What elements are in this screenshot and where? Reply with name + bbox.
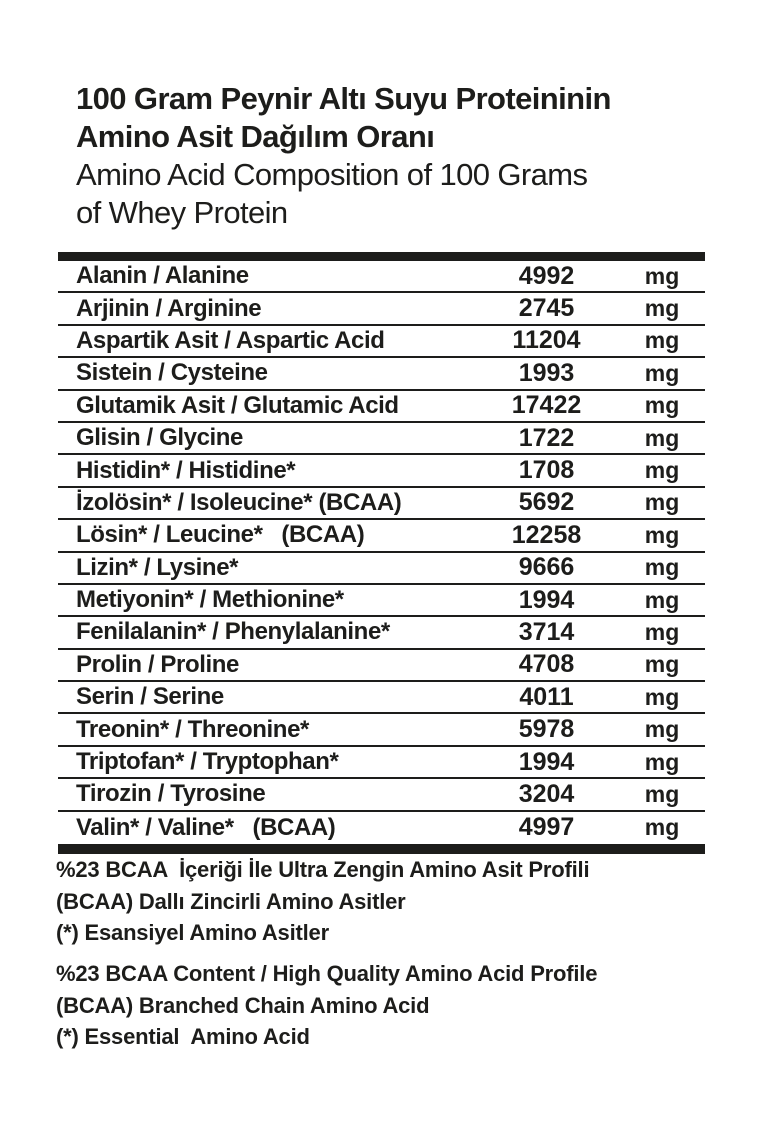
amino-acid-name: Lizin* / Lysine* (76, 553, 239, 581)
amino-acid-unit: mg (644, 521, 680, 548)
amino-acid-value: 1708 (518, 456, 575, 485)
amino-acid-value: 12258 (511, 520, 582, 549)
amino-acid-unit: mg (644, 814, 680, 841)
amino-acid-name: Histidin* / Histidine* (76, 456, 296, 484)
amino-acid-name: Treonin* / Threonine* (76, 715, 309, 743)
table-row (58, 261, 705, 293)
amino-acid-value: 5692 (518, 488, 575, 517)
amino-acid-value: 3204 (518, 779, 575, 808)
amino-acid-name: Valin* / Valine* (BCAA) (76, 813, 336, 841)
amino-acid-value: 4708 (518, 650, 575, 679)
table-row (58, 650, 705, 682)
title-english-line1: Amino Acid Composition of 100 Grams (76, 157, 588, 192)
amino-acid-unit: mg (644, 683, 680, 710)
footnote-turkish-line2: (BCAA) Dallı Zincirli Amino Asitler (56, 888, 406, 914)
table-row (58, 779, 705, 811)
table-row (58, 520, 705, 552)
table-row (58, 423, 705, 455)
amino-acid-name: Glisin / Glycine (76, 424, 243, 452)
amino-acid-name: Tirozin / Tyrosine (76, 780, 266, 808)
amino-acid-table (58, 252, 705, 854)
amino-acid-unit: mg (644, 262, 680, 289)
amino-acid-unit: mg (644, 618, 680, 645)
amino-acid-value: 1993 (518, 358, 575, 387)
footnote-english-line3: (*) Essential Amino Acid (56, 1024, 310, 1049)
amino-acid-value: 1994 (518, 747, 575, 776)
amino-acid-name: Lösin* / Leucine* (BCAA) (76, 521, 365, 549)
amino-acid-unit: mg (644, 586, 680, 613)
amino-acid-unit: mg (644, 457, 680, 484)
title-turkish-line2: Amino Asit Dağılım Oranı (76, 119, 435, 154)
footnote-english-line1: %23 BCAA Content / High Quality Amino Acid Profile (56, 961, 598, 986)
table-row (58, 391, 705, 423)
footnote-turkish-line3: (*) Esansiyel Amino Asitler (56, 920, 329, 945)
amino-acid-unit: mg (644, 327, 680, 354)
amino-acid-name: Triptofan* / Tryptophan* (76, 748, 339, 776)
amino-acid-value: 4011 (519, 682, 574, 711)
amino-acid-unit: mg (644, 489, 680, 516)
table-row (58, 293, 705, 325)
amino-acid-unit: mg (644, 295, 680, 322)
amino-acid-name: Glutamik Asit / Glutamic Acid (76, 391, 399, 419)
amino-acid-name: Fenilalanin* / Phenylalanine* (76, 618, 390, 646)
amino-acid-name: Alanin / Alanine (76, 262, 249, 290)
amino-acid-name: Serin / Serine (76, 683, 224, 711)
amino-acid-name: Metiyonin* / Methionine* (76, 586, 344, 614)
amino-acid-unit: mg (644, 554, 680, 581)
footnote-english-line2: (BCAA) Branched Chain Amino Acid (56, 992, 430, 1018)
footnote-turkish-line1: %23 BCAA İçeriği İle Ultra Zengin Amino Asit Profili (56, 857, 590, 882)
footnotes-turkish (56, 854, 589, 949)
amino-acid-value: 4997 (518, 813, 575, 842)
amino-acid-value: 3714 (518, 617, 575, 646)
amino-acid-value: 4992 (518, 261, 575, 290)
table-top-rule (58, 252, 705, 261)
amino-acid-name: Aspartik Asit / Aspartic Acid (76, 326, 385, 354)
amino-acid-value: 1722 (518, 423, 575, 452)
amino-acid-name: Prolin / Proline (76, 650, 239, 678)
amino-acid-value: 17422 (511, 391, 582, 420)
table-rows (58, 261, 705, 844)
table-bottom-rule (58, 844, 705, 854)
amino-acid-unit: mg (644, 651, 680, 678)
table-row (58, 326, 705, 358)
amino-acid-value: 1994 (518, 585, 575, 614)
table-row (58, 617, 705, 649)
title-block (76, 80, 611, 232)
table-row (58, 812, 705, 844)
amino-acid-unit: mg (644, 424, 680, 451)
amino-acid-value: 9666 (518, 553, 575, 582)
table-row (58, 747, 705, 779)
title-english-line2: of Whey Protein (76, 195, 288, 230)
table-row (58, 488, 705, 520)
amino-acid-unit: mg (644, 359, 680, 386)
amino-acid-value: 11204 (512, 326, 581, 355)
table-row (58, 585, 705, 617)
amino-acid-name: Sistein / Cysteine (76, 359, 268, 387)
amino-acid-name: Arjinin / Arginine (76, 294, 262, 322)
table-row (58, 682, 705, 714)
table-row (58, 553, 705, 585)
table-row (58, 714, 705, 746)
footnotes-english (56, 958, 597, 1053)
amino-acid-name: İzolösin* / Isoleucine* (BCAA) (76, 488, 402, 516)
amino-acid-unit: mg (644, 392, 680, 419)
amino-acid-value: 2745 (518, 294, 575, 323)
amino-acid-unit: mg (644, 780, 680, 807)
amino-acid-unit: mg (644, 716, 680, 743)
table-row (58, 358, 705, 390)
amino-acid-value: 5978 (518, 715, 575, 744)
amino-acid-unit: mg (644, 748, 680, 775)
title-turkish-line1: 100 Gram Peynir Altı Suyu Proteininin (76, 81, 611, 116)
table-row (58, 455, 705, 487)
